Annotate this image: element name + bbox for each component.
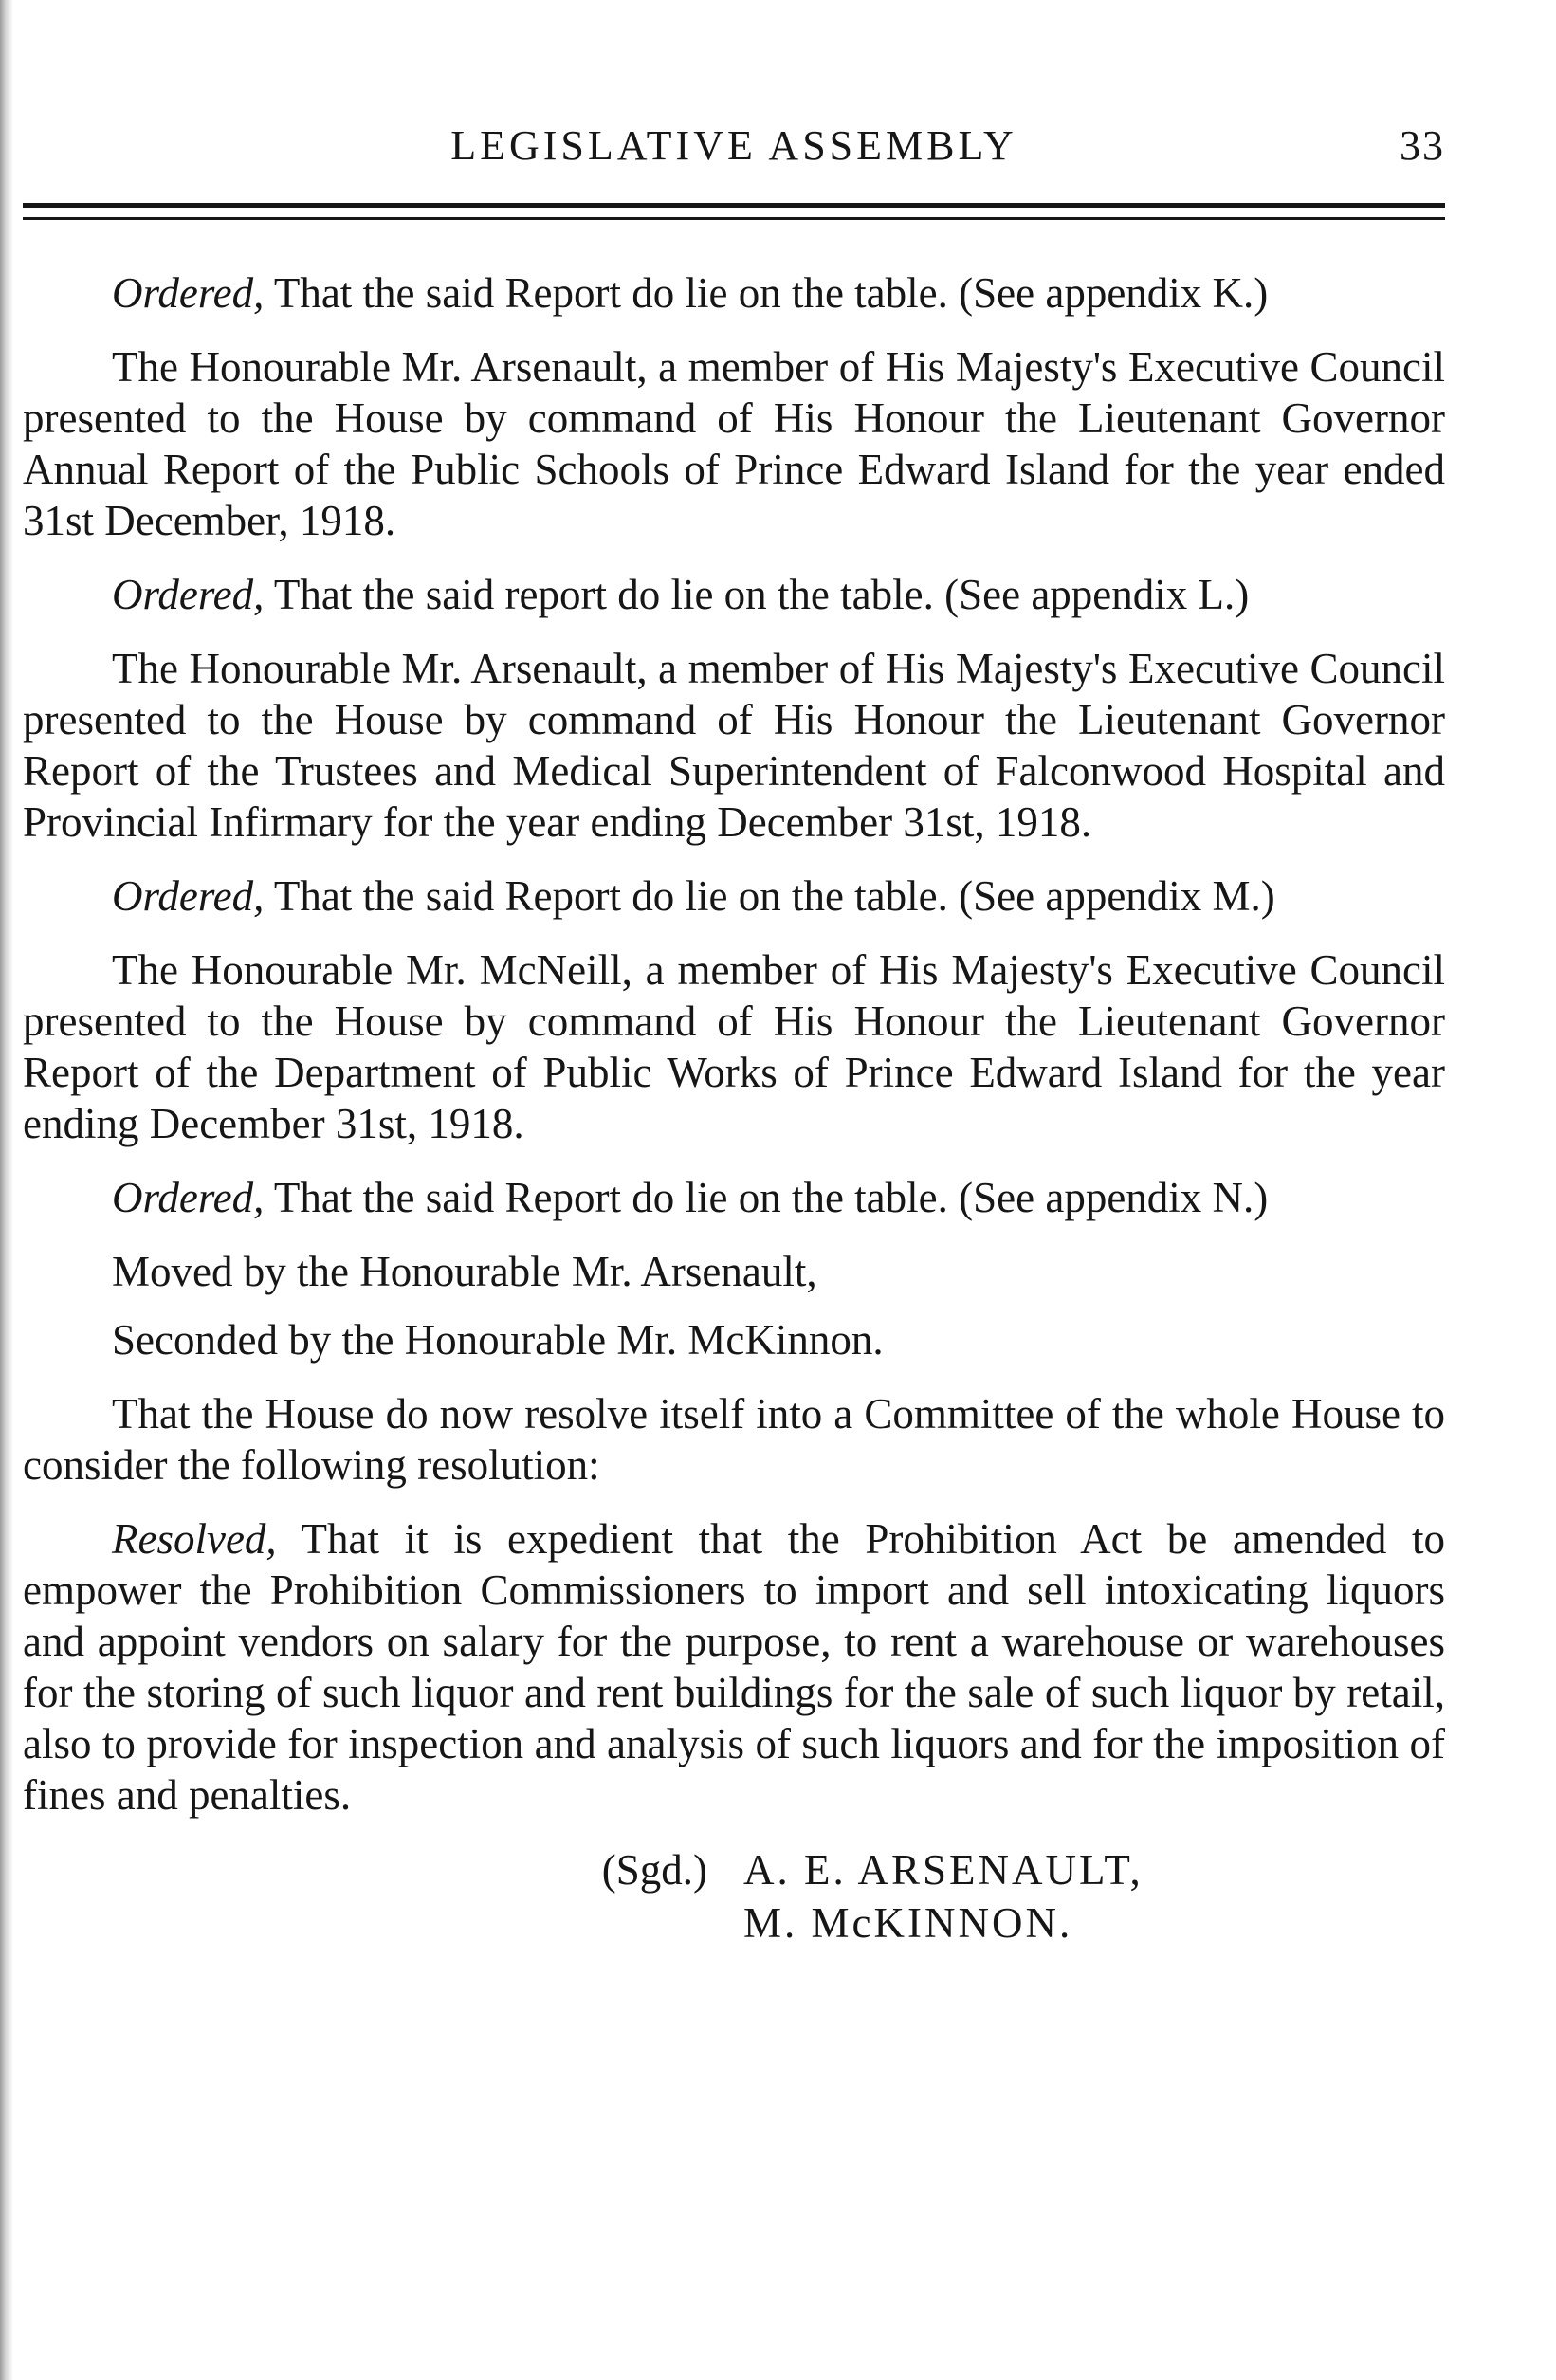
paragraph-text: That the House do now resolve itself into a Committee of the whole House to consider the following resolution: <box>23 1390 1445 1489</box>
paragraph-falconwood-report <box>23 643 1445 848</box>
signer-name: M. McKINNON. <box>743 1899 1073 1947</box>
paragraph-text: That the said Report do lie on the table. (See appendix N.) <box>273 1174 1269 1221</box>
page-header <box>23 121 1445 178</box>
paragraph-text: Moved by the Honourable Mr. Arsenault, <box>112 1248 817 1295</box>
paragraph-ordered-appendix-n <box>23 1172 1445 1223</box>
signer-name: A. E. ARSENAULT, <box>743 1846 1144 1894</box>
paragraph-text: The Honourable Mr. McNeill, a member of His Majesty's Executive Council presented to the House by command of His Honour the Lieutenant Governor Report of the Department of Public Works of Prince Edward Island for the year ending December 31st, 1918. <box>23 946 1445 1147</box>
paragraph-text: That the said Report do lie on the table. (See appendix M.) <box>273 872 1275 920</box>
scan-edge-shadow <box>0 0 13 2380</box>
paragraph-text: Seconded by the Honourable Mr. McKinnon. <box>112 1316 884 1364</box>
paragraph-text: The Honourable Mr. Arsenault, a member of His Majesty's Executive Council presented to the House by command of His Honour the Lieutenant Governor Annual Report of the Public Schools of Prince Edward Island for the year ended 31st December, 1918. <box>23 343 1445 544</box>
paragraph-ordered-appendix-k <box>23 267 1445 319</box>
paragraph-public-schools-report <box>23 341 1445 546</box>
running-head: LEGISLATIVE ASSEMBLY <box>450 122 1017 169</box>
paragraph-text: That it is expedient that the Prohibition Act be amended to empower the Prohibition Commissioners to import and sell intoxicating liquors and appoint vendors on salary for the purpose, to rent a warehouse or warehouses for the storing of such liquor and rent buildings for the sale of such liquor by retail, also to provide for inspection and analysis of such liquors and for the imposition of fines and penalties. <box>23 1515 1445 1819</box>
paragraph-moved-by <box>23 1246 1445 1297</box>
header-rule-thick <box>23 203 1445 208</box>
signature-spacer <box>23 1896 743 1950</box>
paragraph-public-works-report <box>23 944 1445 1149</box>
paragraph-text: That the said report do lie on the table. (See appendix L.) <box>273 571 1250 618</box>
page-number: 33 <box>1400 122 1445 169</box>
italic-lead: Ordered, <box>112 269 265 317</box>
document-page <box>23 0 1445 2380</box>
paragraph-text: The Honourable Mr. Arsenault, a member of His Majesty's Executive Council presented to the House by command of His Honour the Lieutenant Governor Report of the Trustees and Medical Superintendent of Falconwood Hospital and Provincial Infirmary for the year ending December 31st, 1918. <box>23 645 1445 846</box>
header-rule-thin <box>23 217 1445 220</box>
italic-lead: Resolved, <box>112 1515 277 1563</box>
italic-lead: Ordered, <box>112 571 265 618</box>
paragraph-ordered-appendix-m <box>23 870 1445 922</box>
paragraph-resolution <box>23 1513 1445 1821</box>
paragraph-committee-motion <box>23 1388 1445 1491</box>
paragraph-seconded-by <box>23 1314 1445 1365</box>
signed-label: (Sgd.) <box>601 1846 707 1894</box>
paragraph-text: That the said Report do lie on the table. (See appendix K.) <box>273 269 1269 317</box>
paragraph-ordered-appendix-l <box>23 569 1445 620</box>
document-body <box>23 267 1445 1950</box>
signature-block <box>23 1843 1445 1950</box>
italic-lead: Ordered, <box>112 872 265 920</box>
italic-lead: Ordered, <box>112 1174 265 1221</box>
